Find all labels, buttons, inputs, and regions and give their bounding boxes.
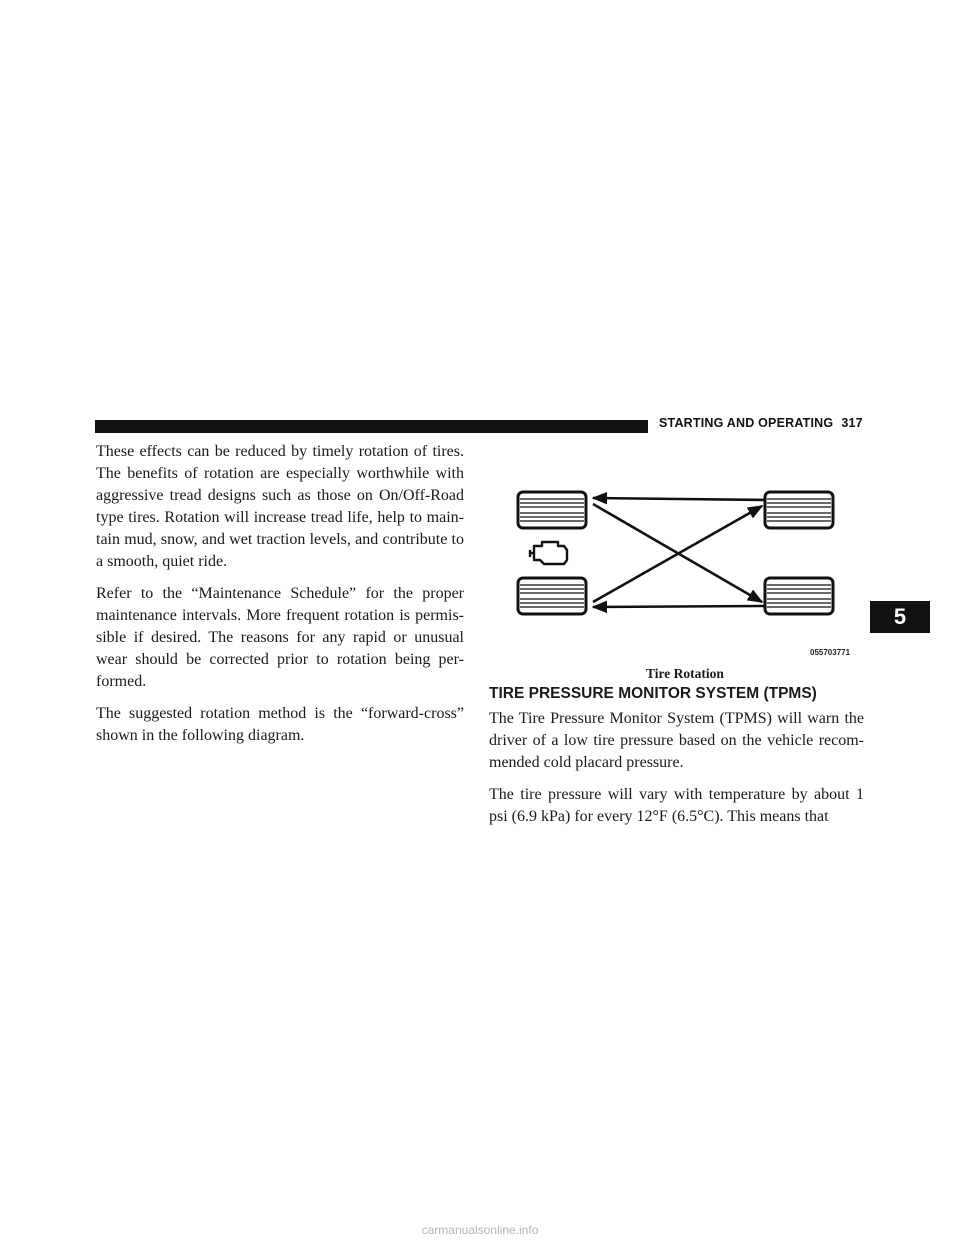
figure-caption: Tire Rotation bbox=[646, 666, 724, 681]
arrow-front-right-to-front-left bbox=[593, 498, 765, 500]
watermark: carmanualsonline.info bbox=[421, 1223, 539, 1237]
paragraph-rotation-method: The suggested rotation method is the “forward-cross” shown in the following diagram. bbox=[96, 705, 464, 744]
tire-rotation-diagram bbox=[500, 480, 870, 660]
header-section: STARTING AND OPERATING bbox=[659, 416, 834, 430]
tire-front-right bbox=[765, 492, 833, 528]
tire-rear-left bbox=[518, 578, 586, 614]
paragraph-tpms-temperature: The tire pressure will vary with temperature by about 1 psi (6.9 kPa) for every 12°F (6.5°C). This means that bbox=[489, 786, 864, 825]
left-column bbox=[96, 441, 464, 757]
engine-icon bbox=[530, 542, 567, 564]
arrow-rear-right-to-rear-left bbox=[593, 606, 765, 607]
chapter-tab: 5 bbox=[870, 601, 930, 633]
tire-front-left bbox=[518, 492, 586, 528]
figure-code: 055703771 bbox=[810, 648, 851, 657]
paragraph-maintenance: Refer to the “Maintenance Schedule” for the proper maintenance intervals. More frequent rotation is permis-sible if desired. The reasons for any rapid or unusual wear should be corrected prior to rotation being per-formed. bbox=[96, 585, 464, 690]
header-rule bbox=[95, 420, 648, 433]
right-column bbox=[489, 684, 864, 838]
tire-rear-right bbox=[765, 578, 833, 614]
paragraph-rotation-benefits: These effects can be reduced by timely rotation of tires. The benefits of rotation are especially worthwhile with aggressive tread designs such as those on On/Off-Road type tires. Rotation will increase tread life, help to main-tain mud, snow, and wet traction levels, and contribute to a smooth, quiet ride. bbox=[96, 443, 464, 570]
page-number: 317 bbox=[841, 416, 863, 430]
running-header bbox=[659, 416, 863, 430]
section-title: TIRE PRESSURE MONITOR SYSTEM (TPMS) bbox=[489, 685, 817, 702]
paragraph-tpms-intro: The Tire Pressure Monitor System (TPMS) will warn the driver of a low tire pressure based on the vehicle recom-mended cold placard pressure. bbox=[489, 710, 864, 771]
